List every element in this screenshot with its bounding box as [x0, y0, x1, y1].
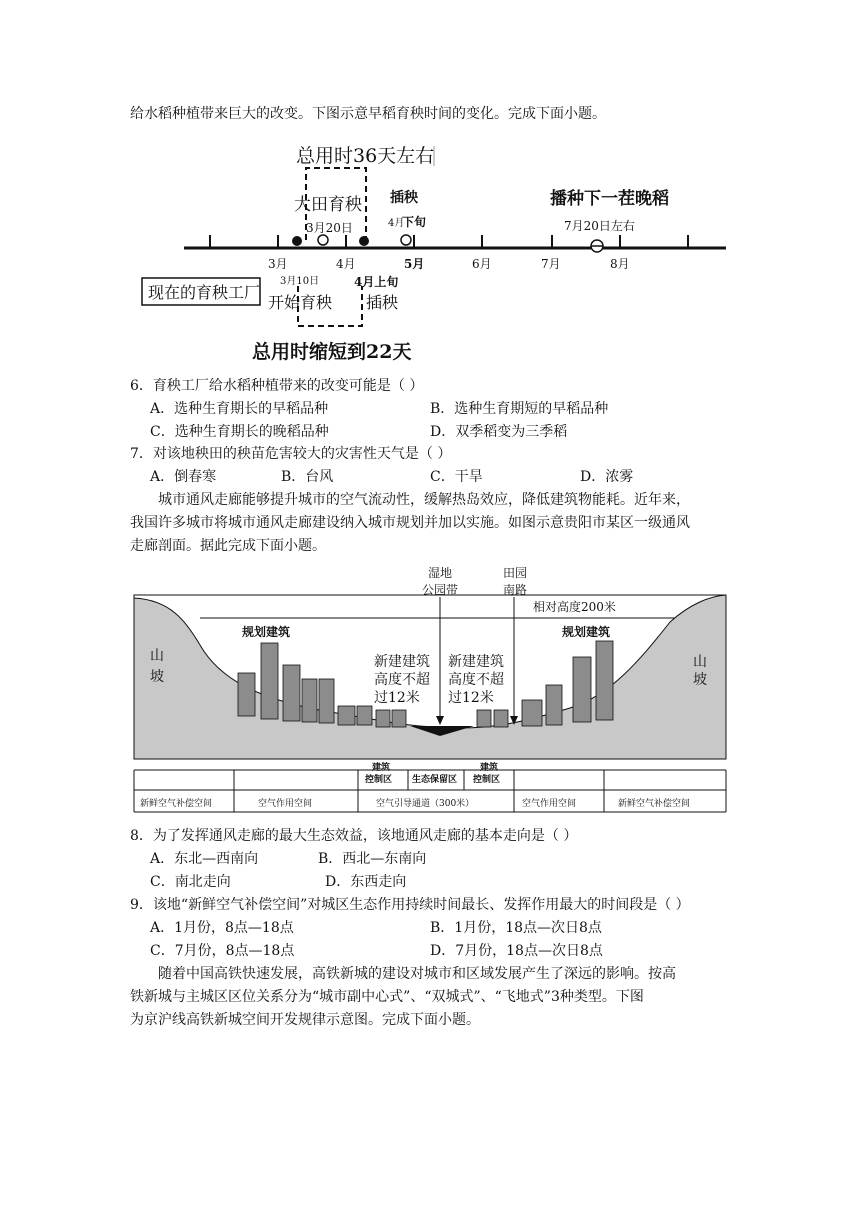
- slope-left-1: 山: [150, 648, 164, 664]
- marker-april-late: [401, 235, 411, 245]
- intro-line: 给水稻种植带来巨大的改变。下图示意早稻育秧时间的变化。完成下面小题。: [130, 106, 606, 122]
- q8-stem: 8．为了发挥通风走廊的最大生态效益，该地通风走廊的基本走向是（ ）: [130, 828, 578, 844]
- marker-april-early: [359, 236, 369, 246]
- planned-right-label: 规划建筑: [562, 625, 611, 639]
- q8-option-b: B．西北—东南向: [318, 851, 427, 867]
- month-label-4: 4月: [336, 257, 356, 271]
- field-nursery-label: 大田育秧: [294, 195, 362, 215]
- q6-stem: 6．育秧工厂给水稻种植带来的改变可能是（ ）: [130, 378, 424, 394]
- slope-right-2: 坡: [693, 672, 707, 688]
- zone-fresh-left: 新鲜空气补偿空间: [140, 799, 213, 809]
- transplant-bottom-label: 插秧: [366, 293, 399, 312]
- new-build-right-1: 新建建筑: [448, 654, 504, 670]
- q8-option-d: D．东西走向: [325, 874, 407, 890]
- svg-text:下旬: 下旬: [402, 215, 427, 229]
- q9-option-c: C．7月份，8点—18点: [150, 943, 295, 959]
- q9-stem: 9．该地“新鲜空气补偿空间”对城区生态作用持续时间最长、发挥作用最大的时间段是（ ）: [130, 897, 690, 913]
- planned-left-label: 规划建筑: [242, 625, 291, 639]
- tianyuan-label-1: 田园: [503, 566, 528, 580]
- marker-0320: [318, 235, 328, 245]
- tianyuan-label-2: 南路: [503, 583, 528, 597]
- wetland-label-2: 公园带: [422, 583, 459, 597]
- q9-option-a: A．1月份，8点—18点: [150, 920, 294, 936]
- wetland-label-1: 湿地: [428, 566, 453, 580]
- month-label-3: 3月: [268, 257, 288, 271]
- q7-option-d: D．浓雾: [580, 469, 634, 485]
- q9-option-d: D．7月份，18点—次日8点: [430, 943, 603, 959]
- slope-left-2: 坡: [150, 669, 164, 685]
- intro2-line-3: 走廊剖面。据此完成下面小题。: [130, 538, 326, 554]
- ventilation-corridor-figure: [130, 560, 730, 818]
- control-right-2: 控制区: [473, 775, 501, 785]
- intro3-line-3: 为京沪线高铁新城空间开发规律示意图。完成下面小题。: [130, 1012, 480, 1028]
- intro2-line-2: 我国许多城市将城市通风走廊建设纳入城市规划并加以实施。如图示意贵阳市某区一级通风: [130, 515, 690, 531]
- q6-option-c: C．选种生育期长的晚稻品种: [150, 424, 329, 440]
- new-build-left-1: 新建建筑: [374, 654, 430, 670]
- intro2-line-1: 城市通风走廊能够提升城市的空气流动性，缓解热岛效应，降低建筑物能耗。近年来，: [158, 492, 690, 508]
- q7-option-a: A．倒春寒: [150, 469, 217, 485]
- relative-height-label: 相对高度200米: [533, 600, 616, 614]
- marker-0310: [292, 236, 302, 246]
- date-0720: 7月20日左右: [564, 219, 635, 233]
- control-right-1: 建筑: [480, 763, 499, 773]
- new-build-left-2: 高度不超: [374, 672, 430, 688]
- intro3-line-1: 随着中国高铁快速发展，高铁新城的建设对城市和区域发展产生了深远的影响。按高: [158, 966, 676, 982]
- q6-option-a: A．选种生育期长的早稻品种: [150, 401, 329, 417]
- factory-label: 现在的育秧工厂: [148, 283, 261, 302]
- month-label-7: 7月: [541, 257, 561, 271]
- q6-option-b: B．选种生育期短的早稻品种: [430, 401, 609, 417]
- intro3-line-2: 铁新城与主城区区位关系分为“城市副中心式”、“双城式”、“飞地式”3种类型。下图: [130, 989, 644, 1005]
- new-build-left-3: 过12米: [374, 690, 420, 706]
- date-0310: 3月10日: [280, 276, 320, 287]
- zone-guide-channel: 空气引导通道（300米）: [376, 799, 475, 809]
- new-build-right-2: 高度不超: [448, 672, 504, 688]
- slope-right-1: 山: [693, 654, 707, 670]
- transplant-top-label: 插秧: [390, 190, 418, 206]
- zone-action-right: 空气作用空间: [522, 799, 577, 809]
- q7-option-c: C．干旱: [430, 469, 483, 485]
- month-label-8: 8月: [610, 257, 630, 271]
- new-build-right-3: 过12米: [448, 690, 494, 706]
- q8-option-c: C．南北走向: [150, 874, 231, 890]
- nursery-timeline-figure: [130, 136, 740, 368]
- month-label-5: 5月: [404, 257, 425, 271]
- total-time-bottom: 总用时缩短到22天: [252, 341, 412, 363]
- month-label-6: 6月: [472, 257, 492, 271]
- q7-stem: 7．对该地秧田的秧苗危害较大的灾害性天气是（ ）: [130, 446, 452, 462]
- q7-option-b: B．台风: [281, 469, 334, 485]
- start-nursery-label: 开始育秧: [268, 293, 333, 312]
- late-rice-label: 播种下一茬晚稻: [550, 189, 669, 209]
- q8-option-a: A．东北—西南向: [150, 851, 259, 867]
- control-left-1: 建筑: [372, 763, 391, 773]
- total-time-top: 总用时36天左右: [296, 145, 435, 167]
- date-0320: 3月20日: [306, 221, 353, 235]
- eco-zone-label: 生态保留区: [412, 775, 458, 785]
- q6-option-d: D．双季稻变为三季稻: [430, 424, 568, 440]
- svg-text:4月: 4月: [388, 218, 405, 229]
- control-left-2: 控制区: [365, 775, 393, 785]
- q9-option-b: B．1月份，18点—次日8点: [430, 920, 602, 936]
- zone-fresh-right: 新鲜空气补偿空间: [618, 799, 691, 809]
- zone-action-left: 空气作用空间: [258, 799, 313, 809]
- april-early-label: 4月上旬: [354, 275, 399, 289]
